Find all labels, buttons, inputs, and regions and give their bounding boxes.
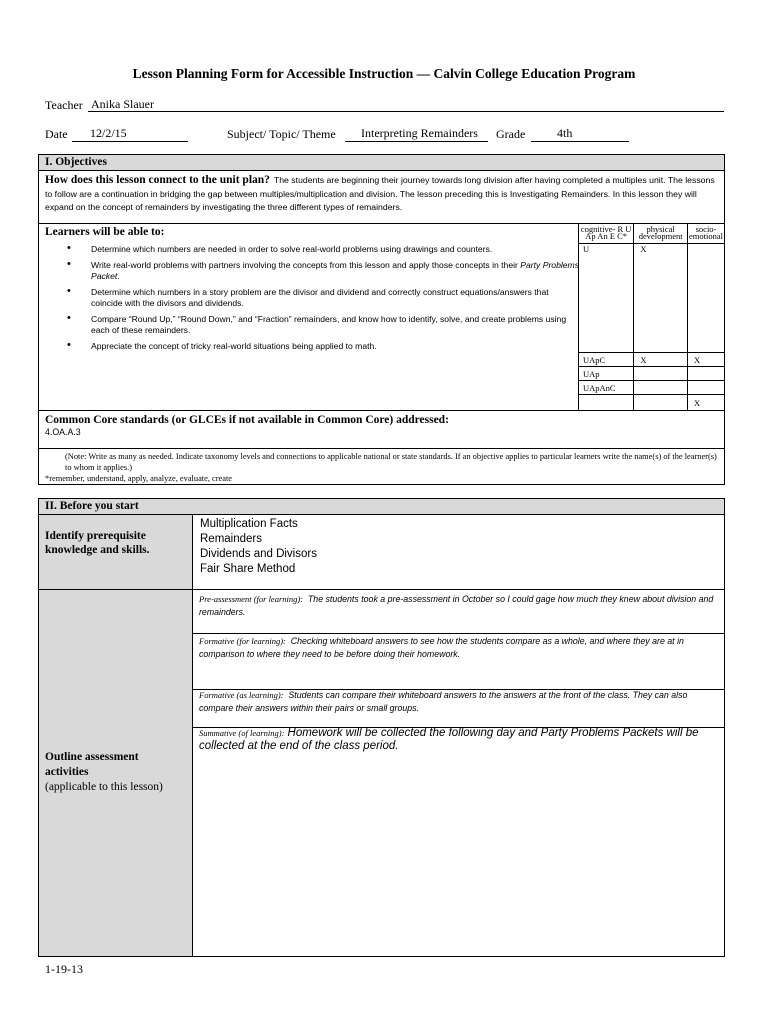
grid-cell: X xyxy=(634,353,688,367)
unit-connection-text: The students are beginning their journey towards long division after having completed a multiples unit. The lessons to follow are a continuation in bridging the gap between multiples/multiplication and division. The lesson preceding this is Investigating Remainders. In this lesson they will expand on the concept of remainders by investigating the three different types of remainders. xyxy=(45,175,715,212)
assess-sublabel: (applicable to this lesson) xyxy=(45,781,163,793)
objective-item: • Appreciate the concept of tricky real-world situations being applied to math. xyxy=(91,341,581,353)
assessment-summative: Summative (of learning): Homework will be collected the following day and Party Problems Packets will be collected at the end of the class period. xyxy=(199,727,699,752)
grid-cell xyxy=(688,367,724,381)
assessment-pre: Pre-assessment (for learning): The students took a pre-assessment in October so I could gage how much they knew about division and remainders. xyxy=(193,590,724,634)
grid-cell xyxy=(579,395,634,410)
col-header-cognitive: cognitive- R U Ap An E C* xyxy=(579,224,634,243)
learners-area xyxy=(39,224,724,411)
prereq-item: Fair Share Method xyxy=(200,563,296,575)
grid-cell xyxy=(634,367,688,381)
standards-label: Common Core standards (or GLCEs if not available in Common Core) addressed: xyxy=(45,414,449,426)
prereq-item: Dividends and Divisors xyxy=(200,548,317,560)
grid-cell: X xyxy=(688,353,724,367)
prereq-label: Identify prerequisite knowledge and skills. xyxy=(45,530,150,556)
unit-connection xyxy=(39,171,724,224)
prereq-list xyxy=(200,517,317,577)
prereq-label-cell xyxy=(39,515,193,589)
objectives-header: I. Objectives xyxy=(39,155,724,171)
before-section xyxy=(38,498,725,957)
assessment-row xyxy=(39,590,724,956)
prereq-item: Multiplication Facts xyxy=(200,518,298,530)
objective-item: • Determine which numbers in a story problem are the divisor and dividend and correctly construct equations/answers that coincide with the divisors and dividends. xyxy=(91,287,581,310)
page-title: Lesson Planning Form for Accessible Instruction — Calvin College Education Program xyxy=(132,66,636,81)
standards-value: 4.OA.A.3 xyxy=(45,427,81,437)
objective-item: • Determine which numbers are needed in order to solve real-world problems using drawings and counters. xyxy=(91,244,581,256)
grid-cell xyxy=(688,381,724,395)
grid-cell: UApC xyxy=(579,353,634,367)
objectives-list xyxy=(39,244,581,356)
assessment-formative-as: Formative (as learning): Students can compare their whiteboard answers to the answers at the front of the class. They can also compare their answers within their pairs or small groups. xyxy=(193,686,724,728)
col-header-physical: physical development xyxy=(634,224,688,243)
learners-label: Learners will be able to: xyxy=(45,226,165,238)
before-header: II. Before you start xyxy=(39,499,724,515)
grid-cell: UAp xyxy=(579,367,634,381)
grid-cell: U xyxy=(579,243,634,353)
col-header-socio: socio- emotional xyxy=(689,224,724,242)
grid-cell: UApAnC xyxy=(579,381,634,395)
subject-value: Interpreting Remainders xyxy=(361,126,478,140)
unit-connection-question: How does this lesson connect to the unit plan? xyxy=(45,174,270,186)
assessment-formative-for: Formative (for learning): Checking whiteboard answers to see how the students compare as a whole, and where they are at in comparison to where they need to be before doing their homework. xyxy=(193,631,724,690)
grid-cell xyxy=(634,381,688,395)
grid-cell xyxy=(634,395,688,410)
footer-date-code: 1-19-13 xyxy=(45,962,83,976)
grid-cell: X xyxy=(688,395,724,410)
subject-label: Subject/ Topic/ Theme xyxy=(227,127,336,141)
date-line xyxy=(72,141,188,142)
teacher-label: Teacher xyxy=(45,98,83,112)
date-value: 12/2/15 xyxy=(90,126,127,140)
objective-item: • Compare “Round Up,” “Round Down,” and “Fraction” remainders, and know how to identify, solve, and create problems using each of these remainders. xyxy=(91,314,581,337)
objective-item: • Write real-world problems with partners involving the concepts from this lesson and apply those concepts in their Party Problems Packet. xyxy=(91,260,581,283)
note-text: (Note: Write as many as needed. Indicate taxonomy levels and connections to applicable national or state standards. If an objective applies to particular learners write the name(s) of the learner(s) to whom it applies.) xyxy=(65,452,717,472)
assess-label-block xyxy=(45,750,165,795)
grade-value: 4th xyxy=(557,126,573,140)
prereq-row xyxy=(39,515,724,590)
teacher-value: Anika Slauer xyxy=(91,97,154,111)
note-area xyxy=(39,449,724,484)
grid-cell: X xyxy=(634,243,688,353)
standards-area xyxy=(39,411,724,449)
date-label: Date xyxy=(45,127,68,141)
grade-label: Grade xyxy=(496,127,526,141)
objectives-section xyxy=(38,154,725,485)
taxonomy-grid xyxy=(578,224,724,410)
taxonomy-footnote: *remember, understand, apply, analyze, evaluate, create xyxy=(45,474,232,483)
grade-line xyxy=(531,141,629,142)
assess-label-cell xyxy=(39,590,193,956)
grid-cell xyxy=(688,243,724,353)
teacher-line xyxy=(88,111,724,112)
assess-label: Outline assessment activities xyxy=(45,751,139,778)
prereq-item: Remainders xyxy=(200,533,262,545)
subject-line xyxy=(345,141,488,142)
